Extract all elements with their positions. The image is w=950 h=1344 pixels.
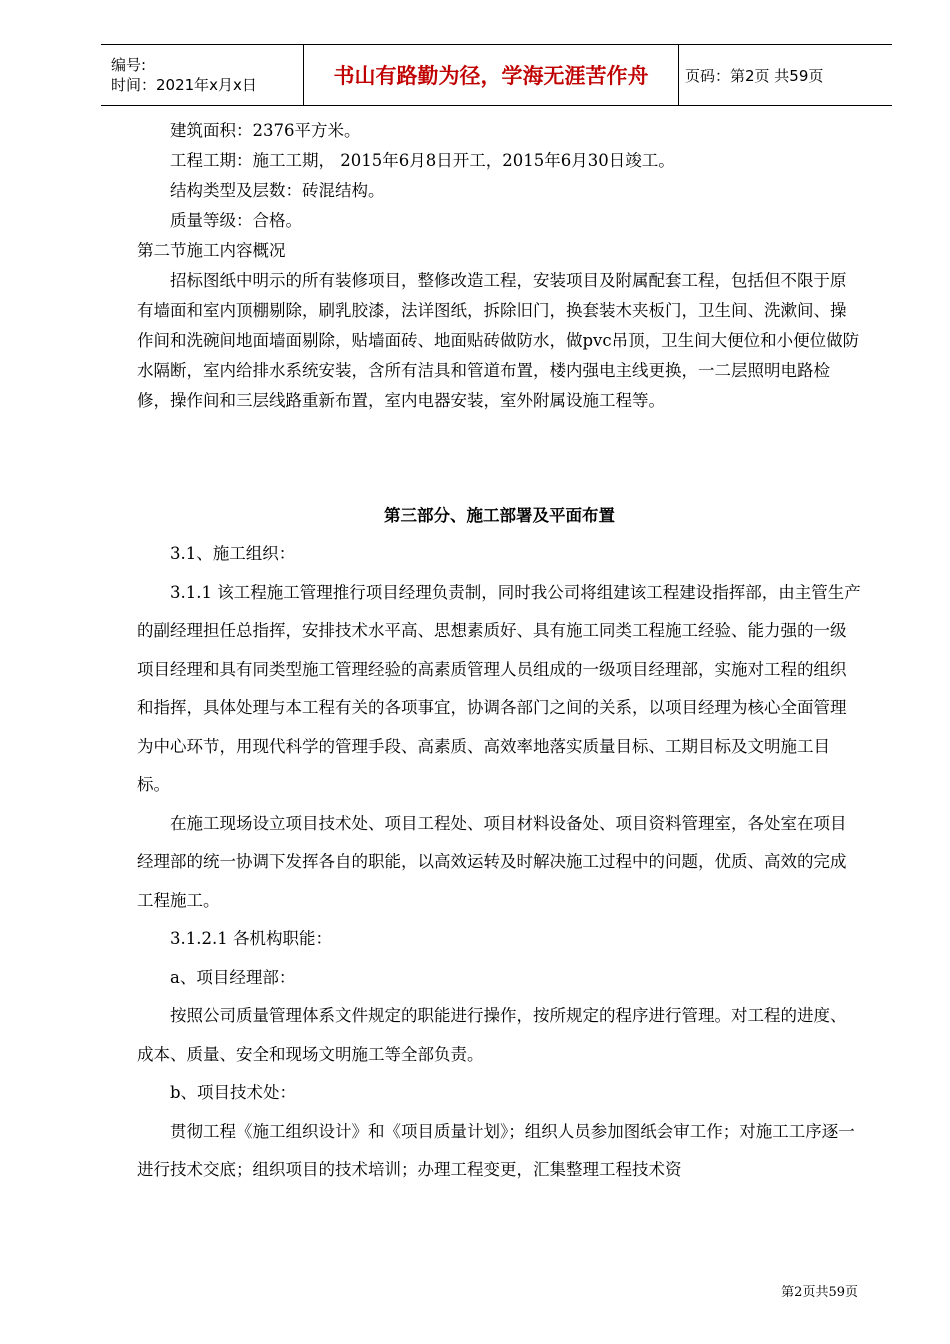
header-motto: 书山有路勤为径，学海无涯苦作舟 (304, 45, 679, 106)
header-meta (101, 45, 304, 106)
paragraph-building-area: 建筑面积：2376平方米。 (170, 121, 361, 140)
number-label: 编号: (111, 56, 147, 74)
document-body (137, 116, 862, 1190)
page-header (101, 44, 892, 106)
page-footer: 第2页共59页 (781, 1285, 858, 1300)
paragraph-3-1-2-1: 3.1.2.1 各机构职能： (170, 929, 332, 948)
paragraph-duration: 工程工期：施工工期， 2015年6月8日开工，2015年6月30日竣工。 (170, 151, 675, 170)
time-label: 时间：2021年x月x日 (111, 76, 257, 94)
paragraph-quality: 质量等级：合格。 (170, 211, 302, 230)
spacer (137, 416, 862, 497)
paragraph-a-content: 按照公司质量管理体系文件规定的职能进行操作，按所规定的程序进行管理。对工程的进度、成本、质量、安全和现场文明施工等全部负责。 (137, 1006, 847, 1064)
paragraph-a: a、项目经理部： (170, 967, 296, 987)
paragraph-b-content: 贯彻工程《施工组织设计》和《项目质量计划》；组织人员参加图纸会审工作；对施工工序逐一进行技术交底；组织项目的技术培训；办理工程变更，汇集整理工程技术资 (137, 1121, 855, 1179)
paragraph-3-1: 3.1、施工组织： (170, 544, 296, 563)
paragraph-scope: 招标图纸中明示的所有装修项目，整修改造工程，安装项目及附属配套工程，包括但不限于原有墙面和室内顶棚剔除，刷乳胶漆，法详图纸，拆除旧门，换套装木夹板门，卫生间、洗漱间、操作间和洗碗间地面墙面剔除，贴墙面砖、地面贴砖做防水，做pvc吊顶，卫生间大便位和小便位做防水隔断，室内给排水系统安装，含所有洁具和管道布置，楼内强电主线更换，一二层照明电路检修，操作间和三层线路重新布置，室内电器安装，室外附属设施工程等。 (137, 271, 860, 410)
paragraph-structure: 结构类型及层数：砖混结构。 (170, 181, 385, 200)
subsection-heading: 第二节施工内容概况 (137, 241, 286, 260)
section-title: 第三部分、施工部署及平面布置 (384, 506, 615, 525)
paragraph-b: b、项目技术处： (170, 1083, 297, 1102)
paragraph-3-1-1: 3.1.1 该工程施工管理推行项目经理负责制，同时我公司将组建该工程建设指挥部，由主管生产的副经理担任总指挥，安排技术水平高、思想素质好、具有施工同类工程施工经验、能力强的一级项目经理和具有同类型施工管理经验的高素质管理人员组成的一级项目经理部，实施对工程的组织和指挥，具体处理与本工程有关的各项事宜，协调各部门之间的关系，以项目经理为核心全面管理为中心环节，用现代科学的管理手段、高素质、高效率地落实质量目标、工期目标及文明施工目标。 (137, 582, 861, 794)
paragraph-site-offices: 在施工现场设立项目技术处、项目工程处、项目材料设备处、项目资料管理室，各处室在项目经理部的统一协调下发挥各自的职能，以高效运转及时解决施工过程中的问题，优质、高效的完成工程施工。 (137, 813, 847, 910)
header-page-label: 页码：第2页 共59页 (679, 45, 893, 106)
